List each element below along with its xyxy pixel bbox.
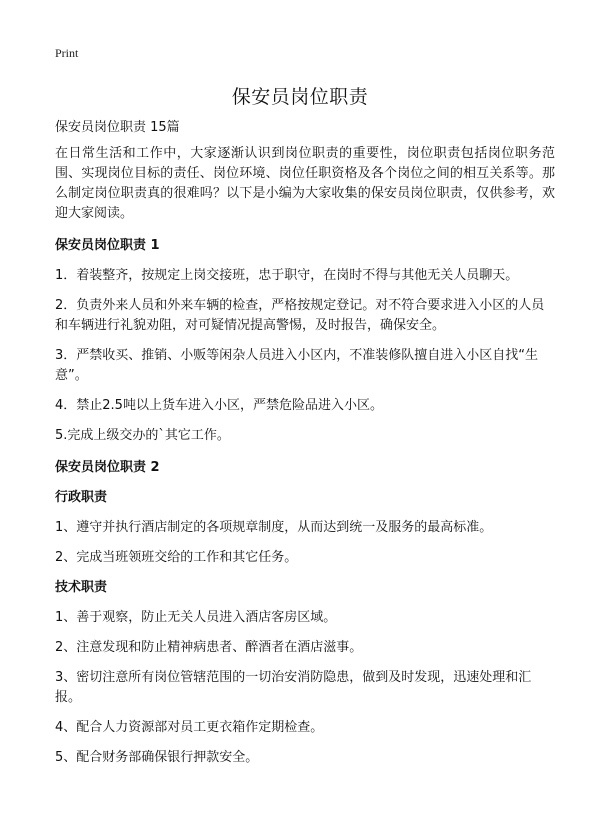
tech-duties-heading: 技术职责: [55, 580, 108, 595]
list-item: 2．负责外来人员和外来车辆的检查，严格按规定登记。对不符合要求进入小区的人员和车辆进行礼貌劝阻，对可疑情况提高警惕，及时报告，确保安全。: [55, 298, 545, 333]
list-item: 5、配合财务部确保银行押款安全。: [55, 750, 259, 765]
print-label: Print: [55, 46, 79, 60]
list-item: 5.完成上级交办的`其它工作。: [55, 428, 230, 443]
page-title: 保安员岗位职责: [231, 86, 369, 108]
list-item: 3．严禁收买、推销、小贩等闲杂人员进入小区内，不准装修队擅自进入小区自找“生意”。: [55, 348, 539, 383]
list-item: 1、遵守并执行酒店制定的各项规章制度，从而达到统一及服务的最高标准。: [55, 520, 493, 535]
section-heading-1: 保安员岗位职责 1: [55, 238, 160, 253]
list-item: 2、完成当班领班交给的工作和其它任务。: [55, 550, 298, 565]
list-item: 4、配合人力资源部对员工更衣箱作定期检查。: [55, 720, 324, 735]
list-item: 3、密切注意所有岗位管辖范围的一切治安消防隐患，做到及时发现，迅速处理和汇报。: [55, 670, 532, 705]
intro-paragraph: 在日常生活和工作中，大家逐渐认识到岗位职责的重要性，岗位职责包括岗位职务范围、实现岗位目标的责任、岗位环境、岗位任职资格及各个岗位之间的相互关系等。那么制定岗位职责真的很难吗？以下是小编为大家收集的保安员岗位职责，仅供参考，欢迎大家阅读。: [55, 146, 555, 221]
list-item: 1．着装整齐，按规定上岗交接班，忠于职守，在岗时不得与其他无关人员聊天。: [55, 268, 519, 283]
admin-duties-heading: 行政职责: [55, 490, 108, 505]
document-subtitle: 保安员岗位职责 15篇: [55, 120, 180, 135]
list-item: 1、善于观察，防止无关人员进入酒店客房区域。: [55, 610, 337, 625]
list-item: 4．禁止2.5吨以上货车进入小区，严禁危险品进入小区。: [55, 398, 383, 413]
document-body: [55, 118, 555, 778]
list-item: 2、注意发现和防止精神病患者、醉酒者在酒店滋事。: [55, 640, 363, 655]
section-heading-2: 保安员岗位职责 2: [55, 460, 160, 475]
